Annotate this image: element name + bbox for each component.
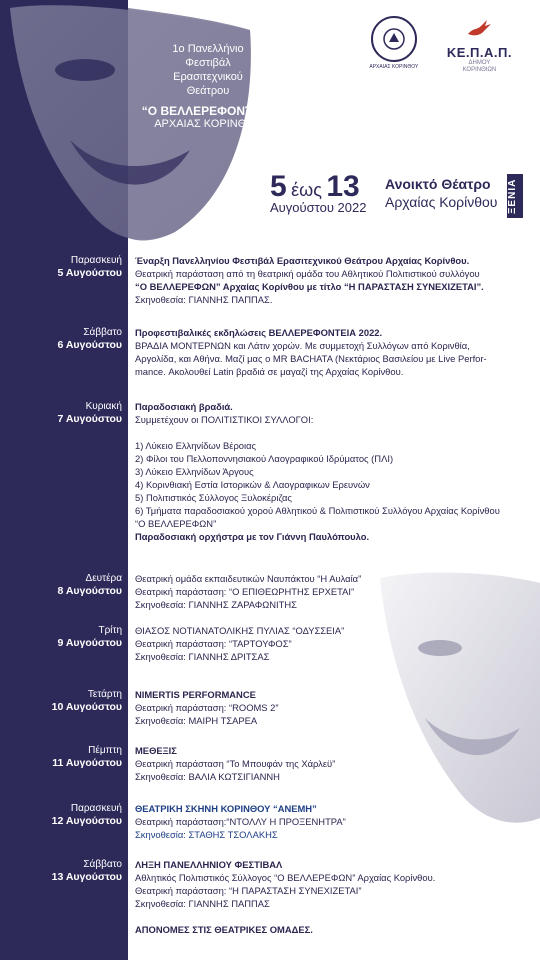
venue: [385, 175, 497, 211]
event-weekday: Πέμπτη: [88, 745, 122, 756]
event-line: Θεατρική παράσταση: “ΤΑΡΤΟΥΦΟΣ”: [135, 638, 292, 649]
event-day: [57, 326, 122, 352]
event-line: mance. Ακολουθεί Latin βραδιά σε μαγαζί της Αρχαίας Κορίνθου.: [135, 366, 404, 377]
event-date: 7 Αυγούστου: [57, 413, 122, 425]
event-line: 3) Λύκειο Ελληνίδων Άργους: [135, 466, 254, 477]
venue-tag: ΞΕΝΙΑ: [507, 174, 523, 218]
event-line: ΑΠΟΝΟΜΕΣ ΣΤΙΣ ΘΕΑΤΡΙΚΕΣ ΟΜΑΔΕΣ.: [135, 924, 313, 935]
event-line: 6) Τμήματα παραδοσιακού χορού Αθλητικού & Πολιτιστικού Συλλόγου Αρχαίας Κορίνθου: [135, 505, 500, 516]
event-line: 1) Λύκειο Ελληνίδων Βέροιας: [135, 440, 257, 451]
event-body: [135, 802, 530, 841]
event-date: 9 Αυγούστου: [57, 637, 122, 649]
event-date: 13 Αυγούστου: [51, 871, 122, 883]
event-line: Σκηνοθεσία: ΓΙΑΝΝΗΣ ΠΑΠΠΑΣ.: [135, 294, 273, 305]
event-line: Θεατρική παράσταση “Το Μπουφάν της Χάρλεϋ”: [135, 758, 336, 769]
event-body: [135, 744, 530, 783]
event-weekday: Τετάρτη: [87, 689, 122, 700]
kepap-sub: ΚΟΡΙΝΘΙΩΝ: [462, 67, 497, 73]
event-line: [135, 426, 530, 439]
seal-emblem-icon: [371, 16, 417, 62]
event-weekday: Δευτέρα: [85, 573, 122, 584]
event-body: [135, 688, 530, 727]
kepap-title: ΚΕ.Π.Α.Π.: [446, 45, 512, 60]
venue-line-1: Ανοικτό Θέατρο: [385, 176, 491, 192]
festival-title-line: 1ο Πανελλήνιο: [172, 43, 244, 55]
event-line: ΜΕΘΕΞΙΣ: [135, 745, 177, 756]
festival-name: “Ο ΒΕΛΛΕΡΕΦΟΝΤΗΣ”: [141, 104, 275, 118]
event-body: [135, 858, 530, 936]
festival-title-line: Ερασιτεχνικού: [173, 71, 243, 83]
event-body: [135, 254, 530, 306]
event-line: Προφεστιβαλικές εκδηλώσεις ΒΕΛΛΕΡΕΦΟΝΤΕΙΑ 2022.: [135, 327, 383, 338]
event-day: [57, 624, 122, 650]
event-weekday: Κυριακή: [85, 401, 122, 412]
event-day: [57, 572, 122, 598]
event-body: [135, 624, 530, 663]
venue-line-2: Αρχαίας Κορίνθου: [385, 194, 498, 210]
event-line: Αθλητικός Πολιτιστικός Σύλλογος “Ο ΒΕΛΛΕΡΕΦΩΝ” Αρχαίας Κορίνθου.: [135, 872, 436, 883]
event-day: [52, 802, 122, 828]
kepap-logo: [447, 16, 512, 74]
event-line: Σκηνοθεσία: ΓΙΑΝΝΗΣ ΖΑΡΑΦΩΝΙΤΗΣ: [135, 599, 297, 610]
event-line: Παραδοσιακή ορχήστρα με τον Γιάννη Παυλόπουλο.: [135, 531, 370, 542]
event-line: “Ο ΒΕΛΛΕΡΕΦΩΝ” Αρχαίας Κορίνθου με τίτλο “Η ΠΑΡΑΣΤΑΣΗ ΣΥΝΕΧΙΖΕΤΑΙ”.: [135, 281, 484, 292]
event-line: Θεατρική παράσταση: “Ο ΕΠΙΘΕΩΡΗΤΗΣ ΕΡΧΕΤΑΙ”: [135, 586, 355, 597]
event-day: [52, 688, 122, 714]
seal-text: ΑΡΧΑΙΑΣ ΚΟΡΙΝΘΟΥ: [369, 64, 419, 70]
event-line: [135, 910, 530, 923]
event-line: ΒΡΑΔΙΑ ΜΟΝΤΕΡΝΩΝ και Λάτιν χορών. Με συμμετοχή Συλλόγων από Κορινθία,: [135, 340, 470, 351]
club-seal-logo: [359, 16, 429, 70]
event-weekday: Σάββατο: [83, 327, 122, 338]
festival-title-line: Φεστιβάλ: [185, 57, 231, 69]
event-weekday: Παρασκευή: [70, 255, 122, 266]
festival-place: ΑΡΧΑΙΑΣ ΚΟΡΙΝΘΟΥ: [154, 118, 262, 130]
event-day: [52, 744, 122, 770]
kepap-sub: ΔΗΜΟΥ: [468, 60, 491, 66]
event-line: Σκηνοθεσία: ΣΤΑΘΗΣ ΤΣΟΛΑΚΗΣ: [135, 829, 278, 840]
event-line: 5) Πολιτιστικός Σύλλογος Ξυλοκέριζας: [135, 492, 292, 503]
event-weekday: Σάββατο: [83, 859, 122, 870]
event-body: [135, 326, 530, 378]
pegasus-icon: [465, 16, 493, 40]
event-line: Σκηνοθεσία: ΒΑΛΙΑ ΚΩΤΣΙΓΙΑΝΝΗ: [135, 771, 280, 782]
event-line: Θεατρική παράσταση: “ROOMS 2”: [135, 702, 279, 713]
event-day: [57, 254, 122, 280]
festival-dates: [270, 170, 366, 215]
event-line: ΘΕΑΤΡΙΚΗ ΣΚΗΝΗ ΚΟΡΙΝΘΟΥ “ΑΝΕΜΗ”: [135, 803, 317, 814]
event-line: Αργολίδα, και Αθήνα. Μαζί μας ο MR BACHATA (Νεκτάριος Βασιλείου με Live Perfor-: [135, 353, 487, 364]
event-line: Θεατρική ομάδα εκπαιδευτικών Ναυπάκτου “Η Αυλαία”: [135, 573, 362, 584]
event-date: 11 Αυγούστου: [52, 757, 122, 769]
event-body: [135, 572, 530, 611]
event-line: Θεατρική παράσταση από τη θεατρική ομάδα του Αθλητικού Πολιτιστικού συλλόγου: [135, 268, 480, 279]
date-month: Αυγούστου 2022: [270, 200, 367, 215]
event-line: Σκηνοθεσία: ΜΑΙΡΗ ΤΣΑΡΕΑ: [135, 715, 258, 726]
event-line: 2) Φίλοι του Πελλοποννησιακού Λαογραφικού Ιδρύματος (ΠΛΙ): [135, 453, 394, 464]
event-body: [135, 400, 530, 543]
event-line: ΛΗΞΗ ΠΑΝΕΛΛΗΝΙΟΥ ΦΕΣΤΙΒΑΛ: [135, 859, 283, 870]
event-line: ΘΙΑΣΟΣ ΝΟΤΙΑΝΑΤΟΛΙΚΗΣ ΠΥΛΙΑΣ “ΟΔΥΣΣΕΙΑ”: [135, 625, 345, 636]
event-line: Θεατρική παράσταση:“ΝΤΟΛΛΥ Η ΠΡΟΞΕΝΗΤΡΑ”: [135, 816, 346, 827]
event-weekday: Τρίτη: [98, 625, 122, 636]
event-date: 12 Αυγούστου: [51, 815, 122, 827]
event-date: 8 Αυγούστου: [57, 585, 122, 597]
event-line: 4) Κορινθιακή Εστία Ιστορικών & Λαογραφικων Ερευνών: [135, 479, 370, 490]
event-line: Θεατρική παράσταση: “Η ΠΑΡΑΣΤΑΣΗ ΣΥΝΕΧΙΖΕΤΑΙ”: [135, 885, 362, 896]
event-line: Συμμετέχουν οι ΠΟΛΙΤΙΣΤΙΚΟΙ ΣΥΛΛΟΓΟΙ:: [135, 414, 314, 425]
festival-title-line: Θεάτρου: [186, 85, 230, 97]
date-sep: έως: [291, 180, 322, 200]
event-line: Σκηνοθεσία: ΓΙΑΝΝΗΣ ΠΑΠΠΑΣ: [135, 898, 270, 909]
event-line: “Ο ΒΕΛΛΕΡΕΦΩΝ”: [135, 518, 217, 529]
event-date: 10 Αυγούστου: [51, 701, 122, 713]
sponsor-logos: [359, 16, 512, 74]
event-date: 6 Αυγούστου: [57, 339, 122, 351]
event-day: [52, 858, 122, 884]
event-line: Παραδοσιακή βραδιά.: [135, 401, 233, 412]
event-weekday: Παρασκευή: [70, 803, 122, 814]
date-from: 5: [270, 170, 287, 203]
festival-title-block: [128, 42, 288, 130]
date-to: 13: [326, 170, 360, 203]
event-day: [57, 400, 122, 426]
event-line: Έναρξη Πανελληνίου Φεστιβάλ Ερασιτεχνικού Θεάτρου Αρχαίας Κορίνθου.: [135, 255, 470, 266]
event-line: Σκηνοθεσία: ΓΙΑΝΝΗΣ ΔΡΙΤΣΑΣ: [135, 651, 270, 662]
event-date: 5 Αυγούστου: [57, 267, 122, 279]
event-line: NIMERTIS PERFORMANCE: [135, 689, 256, 700]
